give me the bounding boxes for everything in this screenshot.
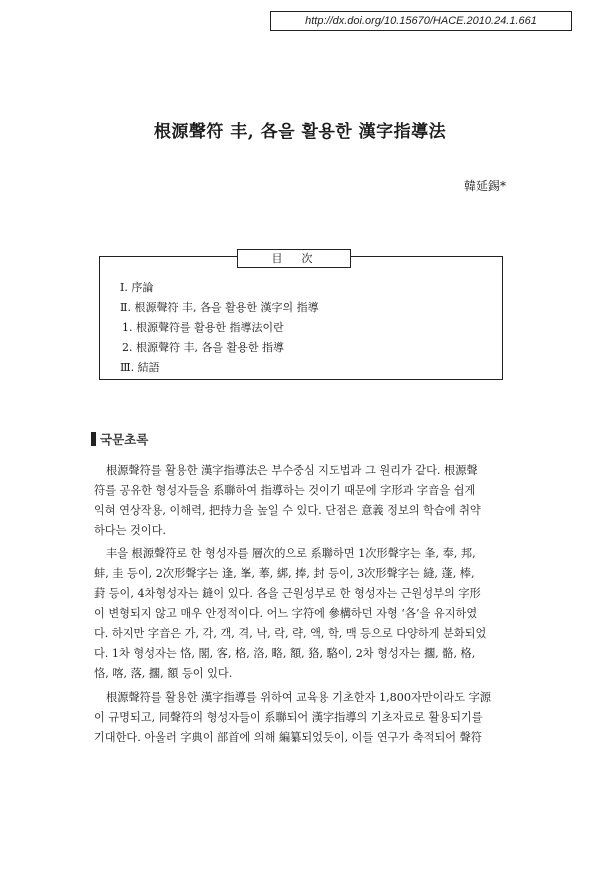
abstract-line: 恪, 喀, 落, 擱, 額 등이 있다. bbox=[94, 667, 233, 680]
author-name: 韓延錫* bbox=[463, 179, 506, 193]
abstract-line: 익혀 연상작용, 이해력, 把持力을 높일 수 있다. 단점은 意義 정보의 학습에 취약 bbox=[94, 504, 481, 517]
abstract-heading-text: 국문초록 bbox=[100, 432, 149, 447]
toc-item: 1. 根源聲符를 활용한 指導法이란 bbox=[122, 321, 284, 334]
doi-link[interactable]: http://dx.doi.org/10.15670/HACE.2010.24.1.661 bbox=[270, 11, 572, 31]
abstract-line: 다. 하지만 字音은 가, 각, 객, 격, 낙, 락, 략, 액, 학, 맥 등으로 다양하게 분화되었 bbox=[94, 627, 487, 640]
toc-heading: 目 次 bbox=[237, 249, 351, 268]
abstract-line: 根源聲符를 활용한 漢字指導를 위하여 교육용 기초한자 1,800자만이라도 字源 bbox=[106, 691, 491, 704]
section-marker bbox=[91, 432, 96, 446]
abstract-line: 丰을 根源聲符로 한 형성자를 層次的으로 系聯하면 1次形聲字는 夆, 奉, 邦, bbox=[106, 547, 476, 560]
abstract-line: 根源聲符를 활용한 漢字指導法은 부수중심 지도법과 그 원리가 같다. 根源聲 bbox=[106, 464, 478, 477]
toc-item: Ⅲ. 結語 bbox=[120, 361, 160, 374]
abstract-line: 이 변형되지 않고 매우 안정적이다. 어느 字符에 參構하던 자형 ‘各’을 유지하였 bbox=[94, 607, 478, 620]
paper-title: 根源聲符 丰, 各을 활용한 漢字指導法 bbox=[153, 122, 447, 142]
abstract-line: 蚌, 圭 등이, 2次形聲字는 逢, 峯, 菶, 綁, 捧, 封 등이, 3次形聲字는 縫, 蓬, 棒, bbox=[94, 567, 475, 580]
abstract-line: 하다는 것이다. bbox=[94, 524, 166, 537]
table-of-contents bbox=[99, 256, 503, 380]
abstract-line: 다. 1차 형성자는 恪, 閣, 客, 格, 洛, 略, 額, 狢, 駱이, 2차 형성자는 擱, 骼, 格, bbox=[94, 647, 476, 660]
toc-item: 2. 根源聲符 丰, 各을 활용한 指導 bbox=[122, 341, 284, 354]
abstract-line: 符를 공유한 형성자들을 系聯하여 指導하는 것이기 때문에 字形과 字音을 쉽게 bbox=[94, 484, 476, 497]
abstract-line: 이 규명되고, 同聲符의 형성자들이 系聯되어 漢字指導의 기초자료로 활용되기를 bbox=[94, 711, 483, 724]
abstract-line: 기대한다. 아울러 字典이 部首에 의해 編纂되었듯이, 이들 연구가 축적되어 聲符 bbox=[94, 731, 482, 744]
abstract-line: 葑 등이, 4차형성자는 鏠이 있다. 各을 근원성부로 한 형성자는 근원성부의 字形 bbox=[94, 587, 481, 600]
abstract-heading bbox=[91, 432, 148, 448]
toc-item: Ⅰ. 序論 bbox=[120, 281, 154, 294]
toc-item: Ⅱ. 根源聲符 丰, 各을 활용한 漢字의 指導 bbox=[120, 301, 319, 314]
